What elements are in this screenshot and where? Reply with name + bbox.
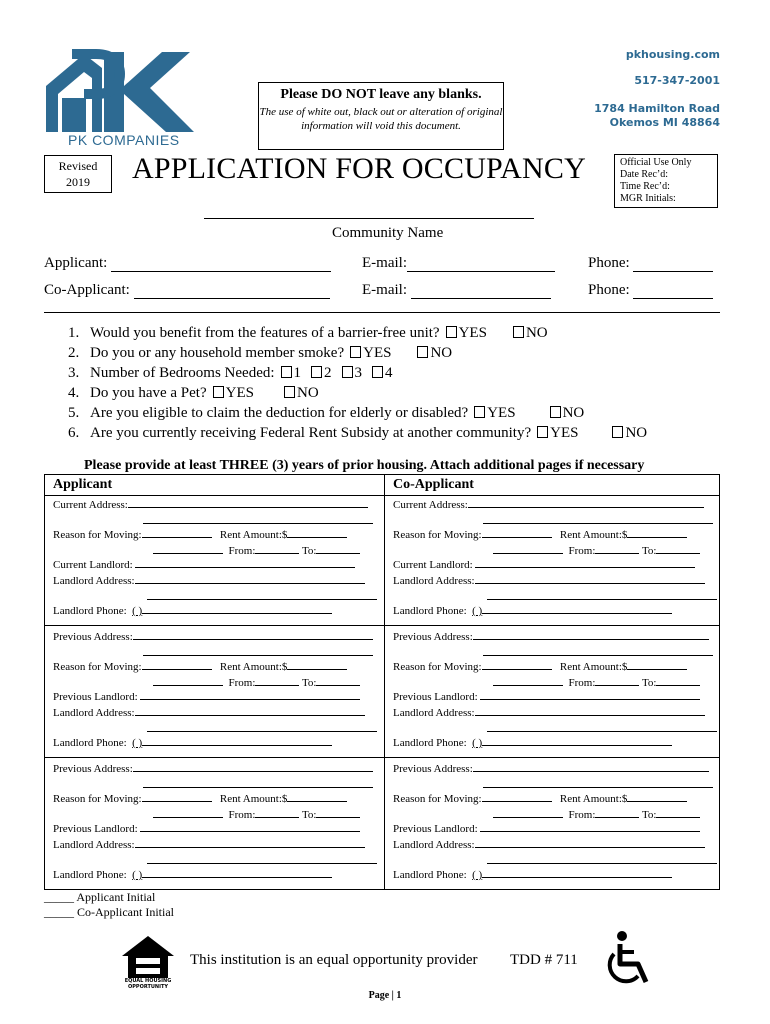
coapplicant-label: Co-Applicant:: [44, 282, 130, 298]
field-label: Rent Amount:$: [559, 529, 628, 541]
coapplicant-phone-field[interactable]: [588, 282, 713, 299]
checkbox-label: 1: [293, 365, 302, 381]
field-label: Landlord Address:: [393, 707, 475, 719]
field-label: From:: [228, 809, 256, 821]
history-field[interactable]: [493, 543, 700, 557]
field-label: Current Address:: [393, 499, 468, 511]
checkbox-label: NO: [430, 345, 453, 361]
question-text: Do you or any household member smoke?: [90, 345, 345, 361]
applicant-field[interactable]: [44, 255, 331, 272]
field-label: Current Landlord:: [53, 559, 133, 571]
checkbox-label: NO: [625, 425, 648, 441]
checkbox[interactable]: [213, 386, 224, 398]
website: pkhousing.com: [625, 48, 720, 61]
checkbox-label: 2: [324, 365, 332, 381]
field-label: To:: [641, 545, 657, 557]
checkbox-label: YES: [458, 325, 487, 341]
coapplicant-initial[interactable]: _____ Co-Applicant Initial: [44, 905, 174, 919]
question-number: 5.: [68, 405, 80, 421]
history-field[interactable]: [53, 735, 332, 749]
community-name-field[interactable]: [204, 218, 534, 219]
field-label: Previous Landlord:: [53, 823, 138, 835]
history-field[interactable]: [483, 777, 713, 791]
history-field[interactable]: [53, 837, 365, 851]
history-field[interactable]: [487, 853, 717, 867]
history-field[interactable]: [483, 645, 713, 659]
field-label: Landlord Phone:: [53, 605, 127, 617]
history-field[interactable]: [147, 721, 377, 735]
question-text: Are you currently receiving Federal Rent Subsidy at another community?: [90, 425, 532, 441]
checkbox-label: YES: [225, 385, 254, 401]
col-coapplicant: Co-Applicant: [393, 477, 474, 492]
history-field[interactable]: [393, 761, 709, 775]
history-field[interactable]: [393, 497, 704, 511]
field-label: Landlord Phone:: [393, 737, 467, 749]
eho-text: OPPORTUNITY: [127, 984, 168, 990]
question-text: Are you eligible to claim the deduction for elderly or disabled?: [90, 405, 469, 421]
history-field[interactable]: [393, 527, 687, 541]
checkbox-label: YES: [363, 345, 392, 361]
question-item: [68, 365, 393, 382]
checkbox[interactable]: [612, 426, 623, 438]
field-label: Landlord Phone:: [53, 737, 127, 749]
field-label: Reason for Moving:: [393, 661, 482, 673]
question-text: Would you benefit from the features of a barrier-free unit?: [90, 325, 440, 341]
history-field[interactable]: [143, 513, 373, 527]
field-label: To:: [301, 677, 317, 689]
coapplicant-field[interactable]: [44, 282, 330, 299]
field-label: Rent Amount:$: [559, 661, 628, 673]
checkbox-label: 4: [385, 365, 393, 381]
col-applicant: Applicant: [53, 477, 113, 492]
equal-housing-icon: [120, 934, 176, 992]
field-label: Landlord Phone:: [53, 869, 127, 881]
checkbox-label: NO: [525, 325, 548, 341]
field-label: Previous Landlord:: [53, 691, 138, 703]
checkbox[interactable]: [372, 366, 383, 378]
field-label: Previous Address:: [53, 763, 133, 775]
email-label: E-mail:: [362, 282, 407, 298]
history-field[interactable]: [393, 791, 687, 805]
checkbox-option[interactable]: [280, 385, 319, 401]
question-number: 6.: [68, 425, 80, 441]
checkbox-label: NO: [296, 385, 319, 401]
page-title: APPLICATION FOR OCCUPANCY: [132, 152, 586, 185]
phone-label: Phone:: [588, 255, 630, 271]
field-label: Reason for Moving:: [53, 793, 142, 805]
checkbox-option[interactable]: [533, 425, 578, 441]
field-label: To:: [301, 545, 317, 557]
checkbox-option[interactable]: [307, 365, 332, 381]
history-field[interactable]: [393, 867, 672, 881]
history-field[interactable]: [483, 513, 713, 527]
history-field[interactable]: [53, 557, 355, 571]
phone-parens: ( ): [472, 869, 483, 881]
address-line-2: Okemos MI 48864: [609, 116, 720, 129]
applicant-label: Applicant:: [44, 255, 108, 271]
history-field[interactable]: [53, 791, 347, 805]
field-label: Landlord Phone:: [393, 869, 467, 881]
field-label: From:: [228, 545, 256, 557]
revised-box: [44, 155, 112, 193]
history-field[interactable]: [493, 675, 700, 689]
email-field[interactable]: [362, 255, 555, 272]
field-label: From:: [568, 677, 596, 689]
checkbox-option[interactable]: [277, 365, 302, 381]
checkbox[interactable]: [311, 366, 322, 378]
history-field[interactable]: [53, 573, 365, 587]
history-field[interactable]: [153, 675, 360, 689]
history-field[interactable]: [53, 705, 365, 719]
question-number: 2.: [68, 345, 80, 361]
history-field[interactable]: [393, 603, 672, 617]
phone-parens: ( ): [132, 737, 143, 749]
official-line: Time Rec’d:: [620, 181, 670, 192]
history-field[interactable]: [153, 807, 360, 821]
question-item: [68, 425, 647, 442]
revised-label: Revised: [58, 159, 98, 173]
field-label: Current Landlord:: [393, 559, 473, 571]
wheelchair-accessible-icon: [604, 930, 656, 990]
checkbox-label: NO: [562, 405, 585, 421]
field-label: Previous Landlord:: [393, 823, 478, 835]
equal-opportunity-statement: This institution is an equal opportunity provider: [190, 952, 478, 968]
phone-parens: ( ): [472, 737, 483, 749]
field-label: Landlord Address:: [53, 707, 135, 719]
question-number: 1.: [68, 325, 80, 341]
divider: [44, 312, 720, 313]
question-item: [68, 345, 452, 362]
question-number: 4.: [68, 385, 80, 401]
history-field[interactable]: [393, 629, 709, 643]
email-label: E-mail:: [362, 255, 407, 271]
field-label: To:: [641, 677, 657, 689]
page-number: Page | 1: [368, 990, 402, 1001]
checkbox[interactable]: [446, 326, 457, 338]
phone-parens: ( ): [132, 605, 143, 617]
field-label: From:: [568, 809, 596, 821]
official-line: Official Use Only: [620, 157, 692, 168]
field-label: Reason for Moving:: [393, 793, 482, 805]
history-field[interactable]: [53, 761, 373, 775]
checkbox-option[interactable]: [368, 365, 393, 381]
history-field[interactable]: [393, 735, 672, 749]
checkbox-label: YES: [487, 405, 516, 421]
field-label: Previous Landlord:: [393, 691, 478, 703]
history-field[interactable]: [393, 659, 687, 673]
checkbox-label: 3: [354, 365, 363, 381]
field-label: Reason for Moving:: [53, 661, 142, 673]
checkbox[interactable]: [417, 346, 428, 358]
history-field[interactable]: [53, 629, 373, 643]
history-field[interactable]: [53, 689, 360, 703]
checkbox-label: YES: [550, 425, 579, 441]
field-label: From:: [228, 677, 256, 689]
logo-company-name: PK COMPANIES: [68, 132, 180, 148]
phone-label: Phone:: [588, 282, 630, 298]
history-field[interactable]: [487, 589, 717, 603]
field-label: Previous Address:: [53, 631, 133, 643]
history-field[interactable]: [53, 659, 347, 673]
checkbox-option[interactable]: [209, 385, 254, 401]
question-number: 3.: [68, 365, 80, 381]
notice-box: [258, 82, 504, 150]
phone-number: 517-347-2001: [634, 74, 720, 87]
checkbox[interactable]: [284, 386, 295, 398]
field-label: Landlord Address:: [53, 839, 135, 851]
history-field[interactable]: [487, 721, 717, 735]
phone-parens: ( ): [472, 605, 483, 617]
field-label: Reason for Moving:: [53, 529, 142, 541]
history-field[interactable]: [393, 689, 700, 703]
history-field[interactable]: [393, 557, 695, 571]
field-label: Previous Address:: [393, 631, 473, 643]
checkbox[interactable]: [513, 326, 524, 338]
checkbox-option[interactable]: [442, 325, 487, 341]
question-item: [68, 405, 584, 422]
checkbox-option[interactable]: [338, 365, 363, 381]
tdd-number: TDD # 711: [510, 952, 578, 968]
history-field[interactable]: [393, 821, 700, 835]
field-label: Previous Address:: [393, 763, 473, 775]
official-line: MGR Initials:: [620, 193, 676, 204]
field-label: To:: [641, 809, 657, 821]
applicant-initial[interactable]: _____ Applicant Initial: [44, 890, 156, 904]
community-name-label: Community Name: [332, 225, 444, 241]
notice-title: Please DO NOT leave any blanks.: [280, 87, 482, 102]
history-field[interactable]: [493, 807, 700, 821]
checkbox[interactable]: [550, 406, 561, 418]
checkbox-option[interactable]: [509, 325, 548, 341]
checkbox-option[interactable]: [470, 405, 515, 421]
revised-year: 2019: [66, 175, 90, 189]
official-use-box: [614, 154, 718, 208]
phone-field[interactable]: [588, 255, 713, 272]
history-field[interactable]: [147, 589, 377, 603]
field-label: Landlord Address:: [393, 575, 475, 587]
field-label: Landlord Phone:: [393, 605, 467, 617]
history-field[interactable]: [153, 543, 360, 557]
question-item: [68, 325, 548, 342]
question-text: Do you have a Pet?: [90, 385, 207, 401]
history-field[interactable]: [53, 821, 360, 835]
field-label: From:: [568, 545, 596, 557]
address-line-1: 1784 Hamilton Road: [594, 102, 720, 115]
eho-text: EQUAL HOUSING: [124, 978, 172, 984]
field-label: Rent Amount:$: [219, 529, 288, 541]
field-label: To:: [301, 809, 317, 821]
history-field[interactable]: [143, 645, 373, 659]
notice-subtitle: The use of white out, black out or alteration of original information will void this document.: [259, 106, 503, 132]
checkbox[interactable]: [281, 366, 292, 378]
history-field[interactable]: [53, 603, 332, 617]
field-label: Rent Amount:$: [219, 661, 288, 673]
history-field[interactable]: [147, 853, 377, 867]
field-label: Rent Amount:$: [219, 793, 288, 805]
checkbox[interactable]: [474, 406, 485, 418]
field-label: Current Address:: [53, 499, 128, 511]
question-item: [68, 385, 319, 402]
housing-history-table: [44, 474, 720, 890]
history-field[interactable]: [393, 837, 705, 851]
history-instruction: Please provide at least THREE (3) years of prior housing. Attach additional pages if necessary: [84, 458, 645, 473]
phone-parens: ( ): [132, 869, 143, 881]
checkbox[interactable]: [350, 346, 361, 358]
checkbox-option[interactable]: [346, 345, 391, 361]
history-field[interactable]: [53, 497, 368, 511]
history-field[interactable]: [393, 705, 705, 719]
coapplicant-email-field[interactable]: [362, 282, 551, 299]
checkbox-option[interactable]: [608, 425, 647, 441]
field-label: Reason for Moving:: [393, 529, 482, 541]
history-field[interactable]: [53, 527, 347, 541]
checkbox-option[interactable]: [546, 405, 585, 421]
field-label: Landlord Address:: [53, 575, 135, 587]
history-field[interactable]: [53, 867, 332, 881]
checkbox[interactable]: [342, 366, 353, 378]
history-field[interactable]: [393, 573, 705, 587]
field-label: Rent Amount:$: [559, 793, 628, 805]
question-text: Number of Bedrooms Needed:: [90, 365, 275, 381]
history-field[interactable]: [143, 777, 373, 791]
checkbox[interactable]: [537, 426, 548, 438]
checkbox-option[interactable]: [413, 345, 452, 361]
field-label: Landlord Address:: [393, 839, 475, 851]
official-line: Date Rec’d:: [620, 169, 669, 180]
